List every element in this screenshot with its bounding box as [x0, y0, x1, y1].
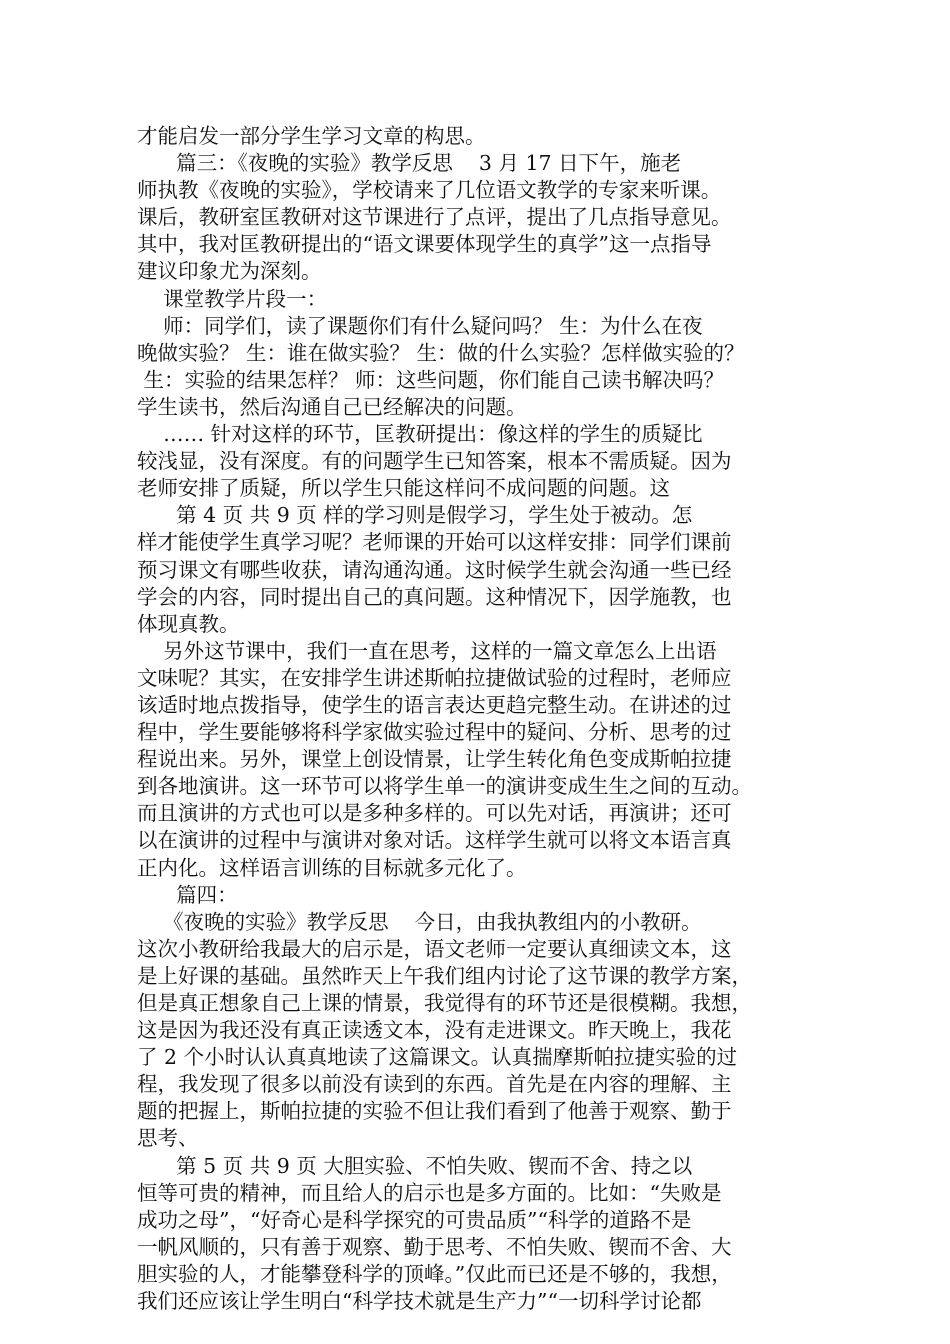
text-line: 一帆风顺的，只有善于观察、勤于思考、不怕失败、锲而不舍、大	[137, 1234, 732, 1259]
text-line: 篇四：	[137, 882, 238, 907]
text-line: 课后，教研室匡教研对这节课进行了点评，提出了几点指导意见。	[137, 205, 732, 230]
text-line: 正内化。这样语言训练的目标就多元化了。	[137, 855, 527, 880]
text-line: 是上好课的基础。虽然昨天上午我们组内讨论了这节课的教学方案，	[137, 963, 752, 988]
text-line: 另外这节课中，我们一直在思考，这样的一篇文章怎么上出语	[137, 638, 717, 663]
text-line: 生：实验的结果怎样？ 师：这些问题，你们能自己读书解决吗？	[137, 367, 725, 392]
text-line: 我们还应该让学生明白“科学技术就是生产力”“一切科学讨论都	[137, 1289, 702, 1314]
text-line: 以在演讲的过程中与演讲对象对话。这样学生就可以将文本语言真	[137, 828, 732, 853]
text-line: 了 2 个小时认认真真地读了这篇课文。认真揣摩斯帕拉捷实验的过	[137, 1045, 738, 1070]
text-line: …… 针对这样的环节，匡教研提出：像这样的学生的质疑比	[137, 422, 703, 447]
text-line: 其中，我对匡教研提出的“语文课要体现学生的真学”这一点指导	[137, 232, 712, 257]
text-line: 师执教《夜晚的实验》，学校请来了几位语文教学的专家来听课。	[137, 178, 722, 203]
text-line: 篇三：《夜晚的实验》教学反思 3 月 17 日下午，施老	[137, 151, 682, 176]
text-line: 《夜晚的实验》教学反思 今日，由我执教组内的小教研。	[137, 909, 702, 934]
text-line: 课堂教学片段一：	[137, 286, 328, 311]
text-line: 恒等可贵的精神，而且给人的启示也是多方面的。比如：“失败是	[137, 1180, 722, 1205]
text-line: 而且演讲的方式也可以是多种多样的。可以先对话，再演讲；还可	[137, 801, 732, 826]
text-line: 学会的内容，同时提出自己的真问题。这种情况下，因学施教，也	[137, 584, 732, 609]
text-line: 思考、	[137, 1126, 199, 1151]
text-line: 文味呢？其实，在安排学生讲述斯帕拉捷做试验的过程时，老师应	[137, 665, 732, 690]
text-line: 胆实验的人，才能攀登科学的顶峰。”仅此而已还是不够的，我想，	[137, 1261, 732, 1286]
text-line: 题的把握上，斯帕拉捷的实验不但让我们看到了他善于观察、勤于	[137, 1099, 732, 1124]
text-line: 才能启发一部分学生学习文章的构思。	[137, 124, 486, 148]
body-text	[137, 123, 827, 1315]
text-line: 建议印象尤为深刻。	[137, 259, 322, 284]
text-line: 这次小教研给我最大的启示是，语文老师一定要认真细读文本，这	[137, 936, 732, 961]
text-line: 但是真正想象自己上课的情景，我觉得有的环节还是很模糊。我想，	[137, 991, 752, 1015]
text-line: 第 5 页 共 9 页 大胆实验、不怕失败、锲而不舍、持之以	[137, 1153, 693, 1178]
text-line: 第 4 页 共 9 页 样的学习则是假学习，学生处于被动。怎	[137, 503, 693, 528]
text-line: 程中，学生要能够将科学家做实验过程中的疑问、分析、思考的过	[137, 720, 732, 745]
text-line: 成功之母”，“好奇心是科学探究的可贵品质”“科学的道路不是	[137, 1207, 692, 1232]
text-line: 学生读书，然后沟通自己已经解决的问题。	[137, 394, 527, 419]
text-line: 这是因为我还没有真正读透文本，没有走进课文。昨天晚上，我花	[137, 1018, 732, 1043]
text-line: 预习课文有哪些收获，请沟通沟通。这时候学生就会沟通一些已经	[137, 557, 732, 582]
text-line: 程说出来。另外，课堂上创设情景，让学生转化角色变成斯帕拉捷	[137, 747, 732, 772]
text-line: 体现真教。	[137, 611, 240, 636]
text-line: 到各地演讲。这一环节可以将学生单一的演讲变成生生之间的互动。	[137, 774, 752, 799]
text-line: 该适时地点拨指导，使学生的语言表达更趋完整生动。在讲述的过	[137, 692, 732, 717]
text-line: 老师安排了质疑，所以学生只能这样问不成问题的问题。这	[137, 476, 670, 501]
text-line: 程，我发现了很多以前没有读到的东西。首先是在内容的理解、主	[137, 1072, 732, 1097]
text-line: 晚做实验？ 生：谁在做实验？ 生：做的什么实验？怎样做实验的？	[137, 340, 745, 365]
text-line: 师：同学们，读了课题你们有什么疑问吗？ 生：为什么在夜	[137, 313, 703, 338]
text-line: 样才能使学生真学习呢？老师课的开始可以这样安排：同学们课前	[137, 530, 732, 555]
text-line: 较浅显，没有深度。有的问题学生已知答案，根本不需质疑。因为	[137, 449, 732, 474]
